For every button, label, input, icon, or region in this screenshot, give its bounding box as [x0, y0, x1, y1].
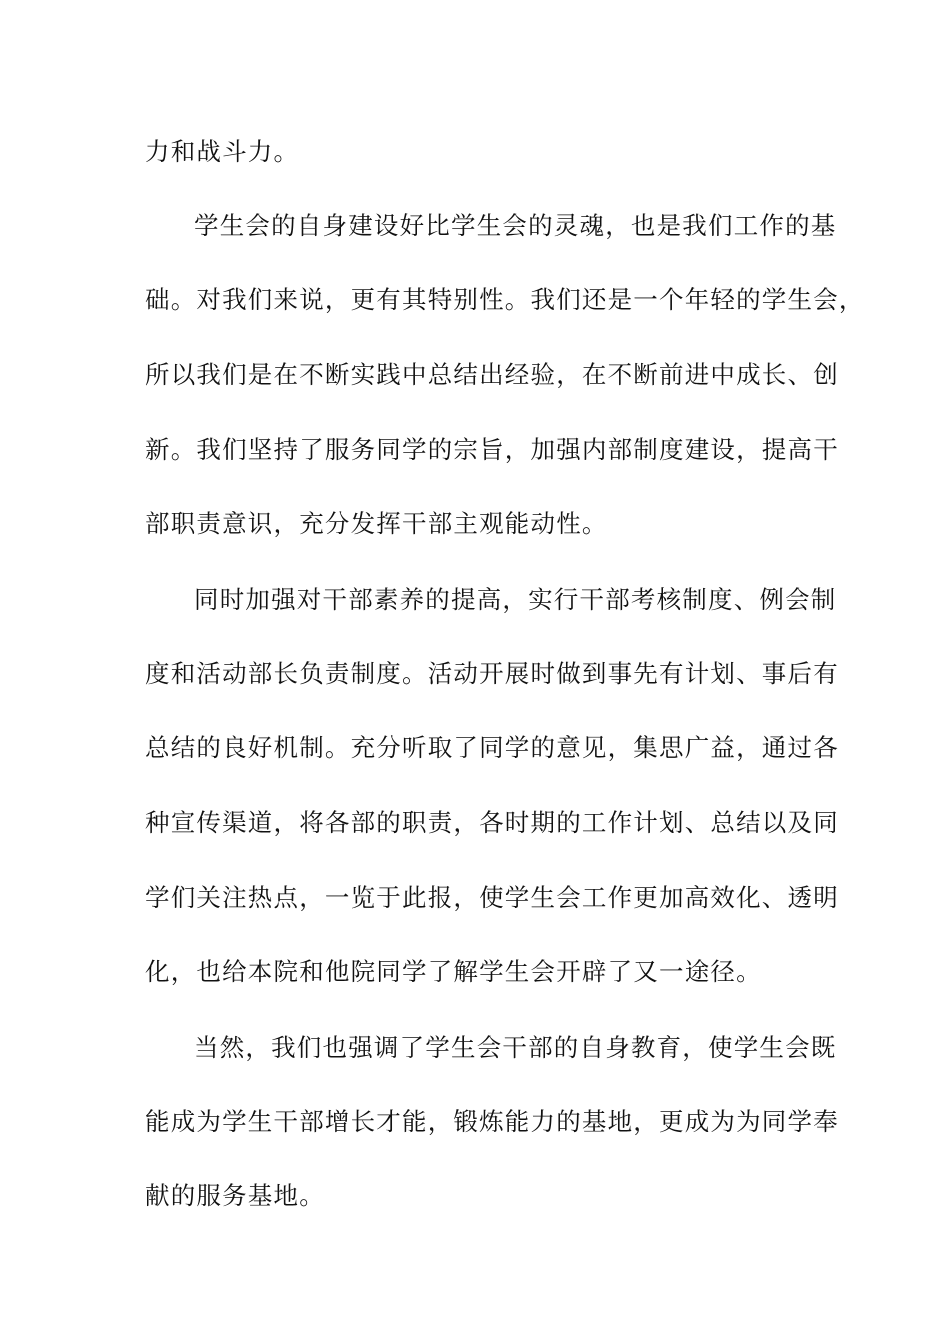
text-line-1: 力和战斗力。 — [145, 137, 300, 166]
paragraph-2-line-6: 化，也给本院和他院同学了解学生会开辟了又一途径。 — [145, 957, 762, 986]
paragraph-3-line-1: 当然，我们也强调了学生会干部的自身教育，使学生会既 — [194, 1033, 837, 1062]
paragraph-1-line-4: 新。我们坚持了服务同学的宗旨，加强内部制度建设，提高干 — [145, 435, 839, 464]
paragraph-2-line-2: 度和活动部长负责制度。活动开展时做到事先有计划、事后有 — [145, 659, 839, 688]
paragraph-1-line-2: 础。对我们来说，更有其特别性。我们还是一个年轻的学生会， — [145, 285, 865, 314]
paragraph-2-line-3: 总结的良好机制。充分听取了同学的意见，集思广益，通过各 — [145, 733, 839, 762]
paragraph-2-line-5: 学们关注热点，一览于此报，使学生会工作更加高效化、透明 — [145, 883, 839, 912]
paragraph-3-line-2: 能成为学生干部增长才能，锻炼能力的基地，更成为为同学奉 — [145, 1107, 839, 1136]
paragraph-1-line-5: 部职责意识，充分发挥干部主观能动性。 — [145, 509, 608, 538]
paragraph-3-line-3: 献的服务基地。 — [145, 1181, 325, 1210]
paragraph-1-line-1: 学生会的自身建设好比学生会的灵魂，也是我们工作的基 — [194, 211, 837, 240]
paragraph-2-line-4: 种宣传渠道，将各部的职责，各时期的工作计划、总结以及同 — [145, 808, 839, 837]
paragraph-2-line-1: 同时加强对干部素养的提高，实行干部考核制度、例会制 — [194, 585, 837, 614]
paragraph-1-line-3: 所以我们是在不断实践中总结出经验，在不断前进中成长、创 — [145, 360, 839, 389]
